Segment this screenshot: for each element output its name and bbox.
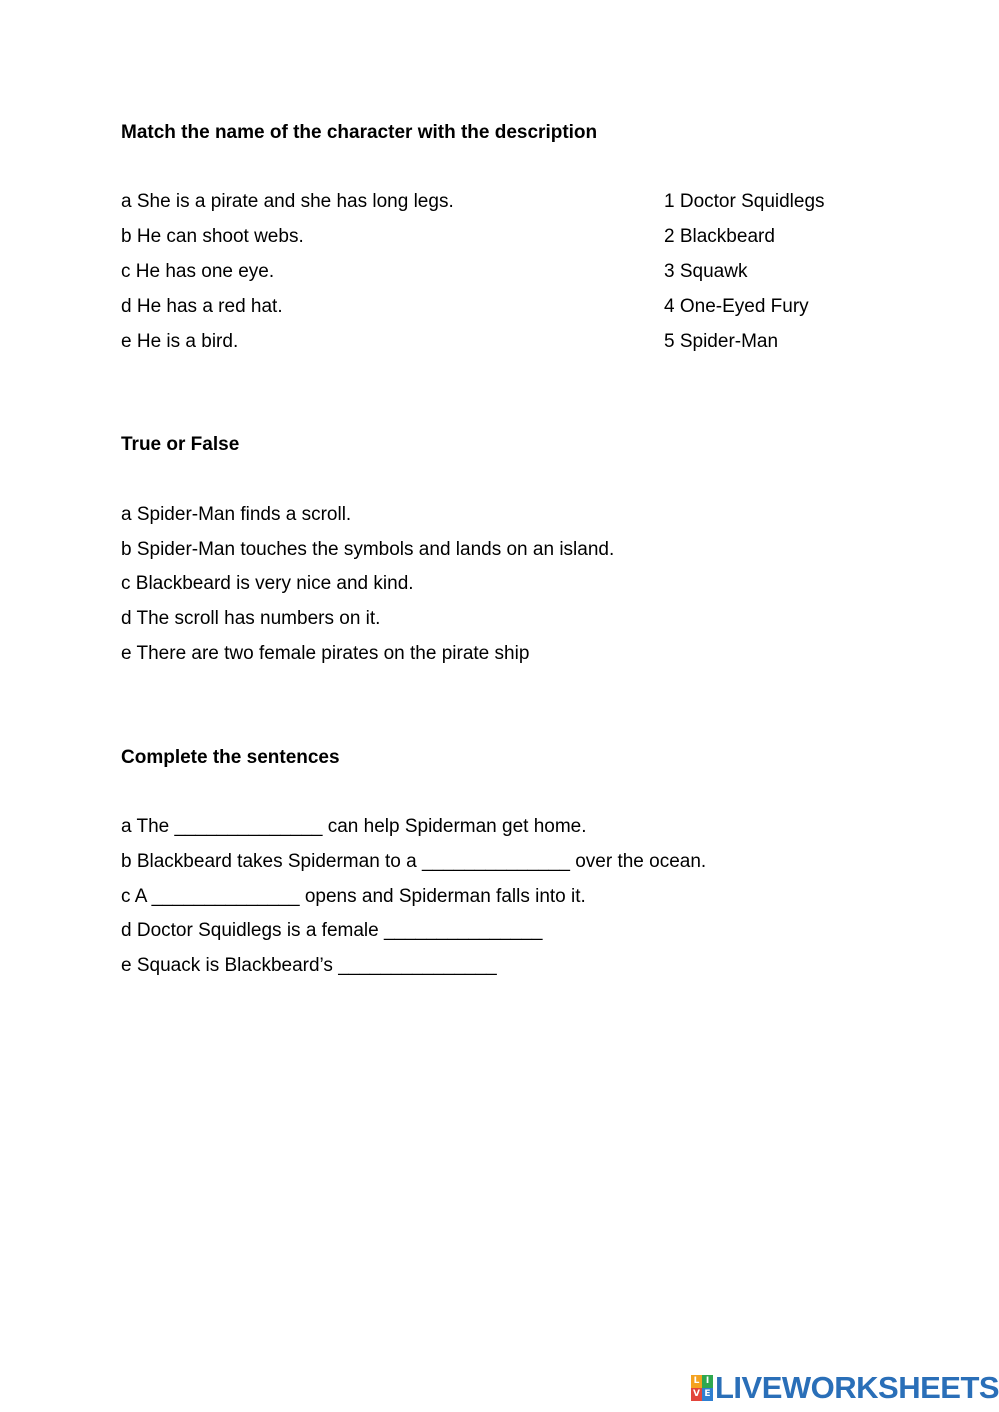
complete-sentence-d: d Doctor Squidlegs is a female _______________ bbox=[121, 920, 543, 941]
true-false-statement-d: d The scroll has numbers on it. bbox=[121, 608, 381, 629]
match-name-2: 2 Blackbeard bbox=[664, 226, 775, 247]
section-title-true-false: True or False bbox=[121, 434, 240, 455]
true-false-statement-a: a Spider-Man finds a scroll. bbox=[121, 504, 352, 525]
complete-sentence-a: a The ______________ can help Spiderman get home. bbox=[121, 816, 587, 837]
liveworksheets-logo bbox=[691, 1372, 999, 1404]
complete-sentence-e: e Squack is Blackbeard’s _______________ bbox=[121, 955, 497, 976]
match-name-3: 3 Squawk bbox=[664, 261, 748, 282]
match-name-5: 5 Spider-Man bbox=[664, 331, 779, 352]
match-name-4: 4 One-Eyed Fury bbox=[664, 296, 809, 317]
match-description-c: c He has one eye. bbox=[121, 261, 275, 282]
match-description-e: e He is a bird. bbox=[121, 331, 239, 352]
section-title-complete: Complete the sentences bbox=[121, 747, 340, 768]
complete-sentence-c: c A ______________ opens and Spiderman falls into it. bbox=[121, 886, 586, 907]
true-false-statement-e: e There are two female pirates on the pirate ship bbox=[121, 643, 530, 664]
complete-sentence-b: b Blackbeard takes Spiderman to a ______________ over the ocean. bbox=[121, 851, 707, 872]
true-false-statement-b: b Spider-Man touches the symbols and lands on an island. bbox=[121, 539, 615, 560]
match-name-1: 1 Doctor Squidlegs bbox=[664, 191, 825, 212]
true-false-statement-c: c Blackbeard is very nice and kind. bbox=[121, 573, 414, 594]
section-title-match: Match the name of the character with the description bbox=[121, 122, 598, 143]
match-description-b: b He can shoot webs. bbox=[121, 226, 304, 247]
match-description-a: a She is a pirate and she has long legs. bbox=[121, 191, 454, 212]
liveworksheets-mark-icon: L I V E bbox=[691, 1375, 713, 1401]
liveworksheets-logo-text: LIVEWORKSHEETS bbox=[715, 1370, 999, 1405]
match-description-d: d He has a red hat. bbox=[121, 296, 283, 317]
